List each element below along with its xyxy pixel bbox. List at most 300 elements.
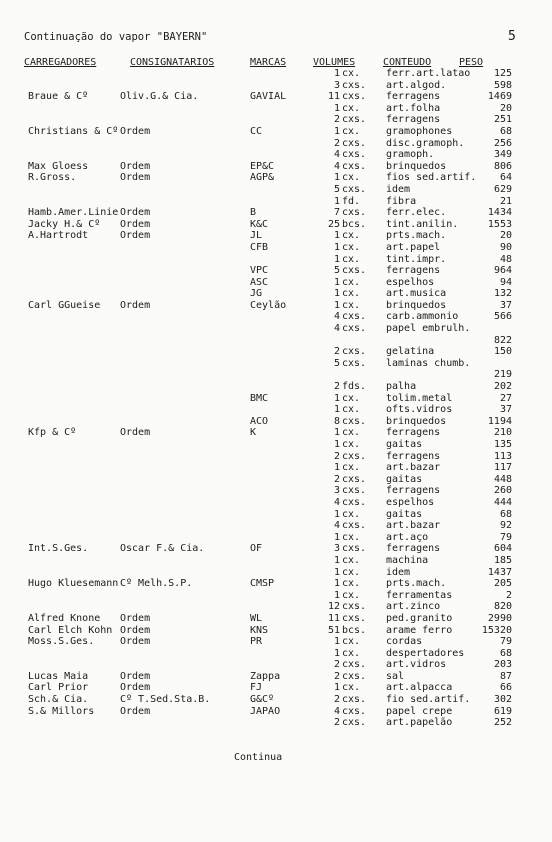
contents-cell: gramoph. bbox=[386, 149, 435, 161]
volume-count-cell: 1 bbox=[333, 102, 340, 114]
volume-unit-cell: cx. bbox=[342, 299, 361, 311]
weight-cell: 1469 bbox=[487, 91, 512, 103]
contents-cell: fio sed.artif. bbox=[386, 694, 471, 706]
volume-count-cell: 12 bbox=[327, 601, 340, 613]
contents-cell: fibra bbox=[386, 195, 417, 207]
table-row bbox=[0, 91, 552, 103]
shipper-cell: Braue & Cº bbox=[28, 91, 89, 103]
volume-count-cell: 1 bbox=[333, 578, 340, 590]
contents-cell: espelhos bbox=[386, 276, 435, 288]
volume-count-cell: 1 bbox=[333, 427, 340, 439]
volume-count-cell: 1 bbox=[333, 195, 340, 207]
consignee-cell: Oliv.G.& Cia. bbox=[120, 91, 199, 103]
table-row bbox=[0, 184, 552, 196]
volume-count-cell: 8 bbox=[333, 415, 340, 427]
volume-count-cell: 2 bbox=[333, 694, 340, 706]
contents-cell: laminas chumb. bbox=[386, 357, 471, 369]
table-row bbox=[0, 393, 552, 405]
volume-unit-cell: cxs. bbox=[342, 601, 367, 613]
shipper-cell: Lucas Maia bbox=[28, 670, 89, 682]
table-row bbox=[0, 706, 552, 718]
shipper-cell: Christians & Cº bbox=[28, 125, 119, 137]
volume-count-cell: 1 bbox=[333, 439, 340, 450]
volume-unit-cell: cx. bbox=[342, 578, 361, 590]
weight-cell: 68 bbox=[499, 508, 512, 520]
weight-cell: 15320 bbox=[481, 624, 512, 636]
weight-cell: 302 bbox=[493, 694, 512, 706]
volume-unit-cell: cx. bbox=[342, 682, 361, 694]
contents-cell: art.musica bbox=[386, 288, 447, 300]
consignee-cell: Ordem bbox=[120, 705, 151, 717]
contents-cell: ped.granito bbox=[386, 612, 453, 624]
volume-unit-cell: cx. bbox=[342, 253, 361, 265]
consignee-cell: Ordem bbox=[120, 299, 151, 311]
volume-unit-cell: cxs. bbox=[342, 543, 367, 555]
table-row bbox=[0, 80, 552, 92]
volume-count-cell: 1 bbox=[333, 566, 340, 578]
volume-count-cell: 11 bbox=[327, 612, 340, 624]
mark-cell: B bbox=[250, 207, 257, 219]
volume-unit-cell: cx. bbox=[342, 554, 361, 566]
weight-cell: 48 bbox=[499, 253, 512, 265]
volume-count-cell: 2 bbox=[333, 381, 340, 393]
weight-cell: 68 bbox=[499, 647, 512, 659]
mark-cell: CMSP bbox=[250, 578, 275, 590]
volume-unit-cell: cxs. bbox=[342, 323, 367, 335]
weight-cell: 20 bbox=[499, 102, 512, 114]
volume-count-cell: 1 bbox=[333, 682, 340, 694]
contents-cell: ferragens bbox=[386, 265, 441, 277]
table-row bbox=[0, 161, 552, 173]
contents-cell: gelatina bbox=[386, 346, 435, 358]
contents-cell: art.zinco bbox=[386, 601, 441, 613]
shipper-cell: Moss.S.Ges. bbox=[28, 636, 95, 648]
contents-cell: art.folha bbox=[386, 102, 441, 114]
volume-unit-cell: cxs. bbox=[342, 520, 367, 532]
volume-count-cell: 1 bbox=[333, 508, 340, 520]
contents-cell: ferragens bbox=[386, 485, 441, 497]
volume-count-cell: 1 bbox=[333, 462, 340, 474]
volume-count-cell: 2 bbox=[333, 659, 340, 671]
volume-unit-cell: cxs. bbox=[342, 160, 367, 172]
volume-count-cell: 4 bbox=[333, 496, 340, 508]
volume-count-cell: 1 bbox=[333, 589, 340, 601]
consignee-cell: Cº T.Sed.Sta.B. bbox=[120, 694, 211, 706]
consignee-cell: Ordem bbox=[120, 160, 151, 172]
mark-cell: PR bbox=[250, 636, 263, 648]
subtotal-cell: 219 bbox=[493, 369, 512, 381]
volume-unit-cell: cx. bbox=[342, 125, 361, 137]
volume-count-cell: 5 bbox=[333, 265, 340, 277]
contents-cell: despertadores bbox=[386, 647, 465, 659]
contents-cell: brinquedos bbox=[386, 415, 447, 427]
table-row bbox=[0, 427, 552, 439]
volume-unit-cell: cxs. bbox=[342, 265, 367, 277]
manifest-table bbox=[0, 68, 552, 729]
volume-unit-cell: cxs. bbox=[342, 114, 367, 126]
contents-cell: ferr.elec. bbox=[386, 207, 447, 219]
weight-cell: 202 bbox=[493, 381, 512, 393]
volume-unit-cell: cx. bbox=[342, 68, 361, 79]
volume-count-cell: 1 bbox=[333, 276, 340, 288]
table-row bbox=[0, 288, 552, 300]
weight-cell: 21 bbox=[499, 195, 512, 207]
contents-cell: ferragens bbox=[386, 543, 441, 555]
contents-cell: art.vidros bbox=[386, 659, 447, 671]
document-title: Continuação do vapor "BAYERN" bbox=[24, 31, 208, 43]
weight-cell: 598 bbox=[493, 79, 512, 91]
weight-cell: 27 bbox=[499, 392, 512, 404]
weight-cell: 150 bbox=[493, 346, 512, 358]
header-conteudo: CONTEUDO bbox=[383, 57, 432, 68]
contents-cell: prts.mach. bbox=[386, 230, 447, 242]
volume-count-cell: 1 bbox=[333, 241, 340, 253]
contents-cell: art.algod. bbox=[386, 79, 447, 91]
weight-cell: 205 bbox=[493, 578, 512, 590]
contents-cell: papel crepe bbox=[386, 705, 453, 717]
shipper-cell: Int.S.Ges. bbox=[28, 543, 89, 555]
volume-unit-cell: cxs. bbox=[342, 717, 367, 729]
volume-count-cell: 4 bbox=[333, 311, 340, 323]
weight-cell: 349 bbox=[493, 149, 512, 161]
weight-cell: 90 bbox=[499, 241, 512, 253]
table-row bbox=[0, 68, 552, 80]
table-row bbox=[0, 543, 552, 555]
volume-unit-cell: fd. bbox=[342, 195, 361, 207]
volume-count-cell: 25 bbox=[327, 218, 340, 230]
volume-count-cell: 1 bbox=[333, 125, 340, 137]
table-row bbox=[0, 613, 552, 625]
mark-cell: BMC bbox=[250, 392, 269, 404]
table-row bbox=[0, 694, 552, 706]
table-row bbox=[0, 439, 552, 451]
volume-count-cell: 7 bbox=[333, 207, 340, 219]
table-row bbox=[0, 265, 552, 277]
volume-unit-cell: cxs. bbox=[342, 670, 367, 682]
table-row bbox=[0, 416, 552, 428]
mark-cell: OF bbox=[250, 543, 263, 555]
volume-unit-cell: cx. bbox=[342, 589, 361, 601]
volume-unit-cell: cxs. bbox=[342, 149, 367, 161]
volume-count-cell: 1 bbox=[333, 172, 340, 184]
table-row bbox=[0, 172, 552, 184]
weight-cell: 448 bbox=[493, 473, 512, 485]
volume-count-cell: 1 bbox=[333, 647, 340, 659]
volume-unit-cell: cx. bbox=[342, 508, 361, 520]
volume-unit-cell: cxs. bbox=[342, 473, 367, 485]
table-row bbox=[0, 671, 552, 683]
contents-cell: cordas bbox=[386, 636, 423, 648]
volume-count-cell: 2 bbox=[333, 346, 340, 358]
table-row bbox=[0, 114, 552, 126]
weight-cell: 20 bbox=[499, 230, 512, 242]
weight-cell: 79 bbox=[499, 531, 512, 543]
consignee-cell: Ordem bbox=[120, 670, 151, 682]
volume-count-cell: 2 bbox=[333, 670, 340, 682]
shipper-cell: R.Gross. bbox=[28, 172, 77, 184]
consignee-cell: Ordem bbox=[120, 172, 151, 184]
weight-cell: 66 bbox=[499, 682, 512, 694]
weight-cell: 256 bbox=[493, 137, 512, 149]
weight-cell: 964 bbox=[493, 265, 512, 277]
mark-cell: VPC bbox=[250, 265, 269, 277]
contents-cell: art.aço bbox=[386, 531, 429, 543]
mark-cell: Zappa bbox=[250, 670, 281, 682]
volume-count-cell: 2 bbox=[333, 717, 340, 729]
volume-count-cell: 1 bbox=[333, 392, 340, 404]
header-volumes: VOLUMES bbox=[313, 57, 356, 68]
contents-cell: art.papel bbox=[386, 241, 441, 253]
contents-cell: carb.ammonio bbox=[386, 311, 459, 323]
volume-count-cell: 3 bbox=[333, 79, 340, 91]
table-row bbox=[0, 207, 552, 219]
table-row bbox=[0, 404, 552, 416]
volume-count-cell: 1 bbox=[333, 404, 340, 416]
mark-cell: FJ bbox=[250, 682, 263, 694]
mark-cell: ACO bbox=[250, 415, 269, 427]
weight-cell: 37 bbox=[499, 404, 512, 416]
shipper-cell: Carl Prior bbox=[28, 682, 89, 694]
volume-count-cell: 1 bbox=[333, 299, 340, 311]
weight-cell: 37 bbox=[499, 299, 512, 311]
table-row bbox=[0, 555, 552, 567]
table-row bbox=[0, 532, 552, 544]
table-row bbox=[0, 451, 552, 463]
volume-unit-cell: cxs. bbox=[342, 207, 367, 219]
mark-cell: ASC bbox=[250, 276, 269, 288]
mark-cell: GAVIAL bbox=[250, 91, 287, 103]
weight-cell: 117 bbox=[493, 462, 512, 474]
volume-count-cell: 51 bbox=[327, 624, 340, 636]
weight-cell: 64 bbox=[499, 172, 512, 184]
volume-unit-cell: cx. bbox=[342, 404, 361, 416]
volume-count-cell: 2 bbox=[333, 114, 340, 126]
consignee-cell: Ordem bbox=[120, 636, 151, 648]
volume-unit-cell: cxs. bbox=[342, 694, 367, 706]
volume-unit-cell: cx. bbox=[342, 531, 361, 543]
volume-count-cell: 1 bbox=[333, 68, 340, 79]
volume-unit-cell: cx. bbox=[342, 439, 361, 450]
weight-cell: 604 bbox=[493, 543, 512, 555]
volume-unit-cell: cxs. bbox=[342, 496, 367, 508]
weight-cell: 260 bbox=[493, 485, 512, 497]
contents-cell: art.bazar bbox=[386, 462, 441, 474]
volume-unit-cell: cxs. bbox=[342, 311, 367, 323]
table-row bbox=[0, 590, 552, 602]
mark-cell: AGP& bbox=[250, 172, 275, 184]
weight-cell: 125 bbox=[493, 68, 512, 79]
subtotal-cell: 822 bbox=[493, 334, 512, 346]
volume-unit-cell: cx. bbox=[342, 241, 361, 253]
table-row bbox=[0, 149, 552, 161]
header-consignatarios: CONSIGNATARIOS bbox=[130, 57, 215, 68]
contents-cell: brinquedos bbox=[386, 160, 447, 172]
volume-count-cell: 1 bbox=[333, 253, 340, 265]
volume-count-cell: 4 bbox=[333, 160, 340, 172]
volume-unit-cell: cx. bbox=[342, 566, 361, 578]
table-row bbox=[0, 126, 552, 138]
shipper-cell: Hugo Kluesemann bbox=[28, 578, 119, 590]
volume-unit-cell: cx. bbox=[342, 462, 361, 474]
volume-unit-cell: cxs. bbox=[342, 485, 367, 497]
weight-cell: 820 bbox=[493, 601, 512, 613]
volume-count-cell: 3 bbox=[333, 543, 340, 555]
mark-cell: CFB bbox=[250, 241, 269, 253]
contents-cell: ferragens bbox=[386, 91, 441, 103]
table-row bbox=[0, 242, 552, 254]
table-row bbox=[0, 346, 552, 358]
contents-cell: gramophones bbox=[386, 125, 453, 137]
table-row bbox=[0, 601, 552, 613]
weight-cell: 92 bbox=[499, 520, 512, 532]
volume-unit-cell: cxs. bbox=[342, 183, 367, 195]
contents-cell: palha bbox=[386, 381, 417, 393]
contents-cell: tolim.metal bbox=[386, 392, 453, 404]
table-row bbox=[0, 381, 552, 393]
consignee-cell: Ordem bbox=[120, 427, 151, 439]
volume-count-cell: 2 bbox=[333, 137, 340, 149]
contents-cell: tint.impr. bbox=[386, 253, 447, 265]
volume-unit-cell: cx. bbox=[342, 636, 361, 648]
weight-cell: 94 bbox=[499, 276, 512, 288]
contents-cell: ferramentas bbox=[386, 589, 453, 601]
contents-cell: art.alpacca bbox=[386, 682, 453, 694]
shipper-cell: Carl GGueise bbox=[28, 299, 101, 311]
table-row bbox=[0, 485, 552, 497]
table-row bbox=[0, 462, 552, 474]
volume-unit-cell: cx. bbox=[342, 102, 361, 114]
table-row bbox=[0, 578, 552, 590]
weight-cell: 629 bbox=[493, 183, 512, 195]
table-row bbox=[0, 659, 552, 671]
contents-cell: sal bbox=[386, 670, 405, 682]
contents-cell: idem bbox=[386, 566, 411, 578]
mark-cell: K bbox=[250, 427, 257, 439]
contents-cell: ofts.vidros bbox=[386, 404, 453, 416]
volume-unit-cell: bcs. bbox=[342, 624, 367, 636]
shipper-cell: Kfp & Cº bbox=[28, 427, 77, 439]
mark-cell: JL bbox=[250, 230, 263, 242]
mark-cell: JG bbox=[250, 288, 263, 300]
contents-cell: machina bbox=[386, 554, 429, 566]
contents-cell: espelhos bbox=[386, 496, 435, 508]
table-row bbox=[0, 369, 552, 381]
volume-unit-cell: cxs. bbox=[342, 612, 367, 624]
contents-cell: art.bazar bbox=[386, 520, 441, 532]
weight-cell: 87 bbox=[499, 670, 512, 682]
weight-cell: 210 bbox=[493, 427, 512, 439]
table-row bbox=[0, 497, 552, 509]
volume-count-cell: 5 bbox=[333, 357, 340, 369]
volume-count-cell: 1 bbox=[333, 288, 340, 300]
volume-count-cell: 4 bbox=[333, 149, 340, 161]
weight-cell: 619 bbox=[493, 705, 512, 717]
volume-count-cell: 4 bbox=[333, 705, 340, 717]
consignee-cell: Cº Melh.S.P. bbox=[120, 578, 193, 590]
weight-cell: 79 bbox=[499, 636, 512, 648]
volume-unit-cell: cx. bbox=[342, 647, 361, 659]
contents-cell: ferragens bbox=[386, 450, 441, 462]
consignee-cell: Ordem bbox=[120, 624, 151, 636]
consignee-cell: Oscar F.& Cia. bbox=[120, 543, 205, 555]
volume-unit-cell: cx. bbox=[342, 276, 361, 288]
header-peso: PESO bbox=[459, 57, 484, 68]
volume-count-cell: 2 bbox=[333, 473, 340, 485]
contents-cell: gaitas bbox=[386, 508, 423, 520]
volume-count-cell: 1 bbox=[333, 531, 340, 543]
shipper-cell: Max Gloess bbox=[28, 160, 89, 172]
table-row bbox=[0, 103, 552, 115]
table-row bbox=[0, 300, 552, 312]
volume-unit-cell: cx. bbox=[342, 172, 361, 184]
table-row bbox=[0, 138, 552, 150]
consignee-cell: Ordem bbox=[120, 218, 151, 230]
table-row bbox=[0, 277, 552, 289]
table-row bbox=[0, 648, 552, 660]
volume-unit-cell: cx. bbox=[342, 288, 361, 300]
weight-cell: 1553 bbox=[487, 218, 512, 230]
contents-cell: ferragens bbox=[386, 427, 441, 439]
weight-cell: 132 bbox=[493, 288, 512, 300]
contents-cell: gaitas bbox=[386, 473, 423, 485]
table-row bbox=[0, 717, 552, 729]
table-row bbox=[0, 682, 552, 694]
weight-cell: 113 bbox=[493, 450, 512, 462]
mark-cell: CC bbox=[250, 125, 263, 137]
volume-unit-cell: cxs. bbox=[342, 91, 367, 103]
mark-cell: KNS bbox=[250, 624, 269, 636]
shipper-cell: A.Hartrodt bbox=[28, 230, 89, 242]
shipper-cell: Sch.& Cia. bbox=[28, 694, 89, 706]
volume-unit-cell: cxs. bbox=[342, 705, 367, 717]
contents-cell: arame ferro bbox=[386, 624, 453, 636]
contents-cell: tint.anilin. bbox=[386, 218, 459, 230]
shipper-cell: Carl Elch Kohn bbox=[28, 624, 113, 636]
table-row bbox=[0, 230, 552, 242]
contents-cell: disc.gramoph. bbox=[386, 137, 465, 149]
table-row bbox=[0, 254, 552, 266]
weight-cell: 2990 bbox=[487, 612, 512, 624]
header-marcas: MARCAS bbox=[250, 57, 287, 68]
weight-cell: 1434 bbox=[487, 207, 512, 219]
mark-cell: G&Cº bbox=[250, 694, 275, 706]
volume-unit-cell: cxs. bbox=[342, 346, 367, 358]
volume-count-cell: 11 bbox=[327, 91, 340, 103]
volume-count-cell: 1 bbox=[333, 554, 340, 566]
volume-unit-cell: bcs. bbox=[342, 218, 367, 230]
contents-cell: ferragens bbox=[386, 114, 441, 126]
mark-cell: JAPÃO bbox=[250, 705, 281, 717]
volume-unit-cell: cxs. bbox=[342, 357, 367, 369]
table-row bbox=[0, 636, 552, 648]
weight-cell: 1194 bbox=[487, 415, 512, 427]
volume-unit-cell: cxs. bbox=[342, 79, 367, 91]
weight-cell: 135 bbox=[493, 439, 512, 450]
shipper-cell: S.& Millors bbox=[28, 705, 95, 717]
contents-cell: idem bbox=[386, 183, 411, 195]
table-row bbox=[0, 219, 552, 231]
volume-unit-cell: fds. bbox=[342, 381, 367, 393]
consignee-cell: Ordem bbox=[120, 612, 151, 624]
volume-count-cell: 4 bbox=[333, 323, 340, 335]
weight-cell: 68 bbox=[499, 125, 512, 137]
shipper-cell: Alfred Knone bbox=[28, 612, 101, 624]
contents-cell: brinquedos bbox=[386, 299, 447, 311]
table-row bbox=[0, 311, 552, 323]
consignee-cell: Ordem bbox=[120, 125, 151, 137]
volume-count-cell: 4 bbox=[333, 520, 340, 532]
consignee-cell: Ordem bbox=[120, 207, 151, 219]
